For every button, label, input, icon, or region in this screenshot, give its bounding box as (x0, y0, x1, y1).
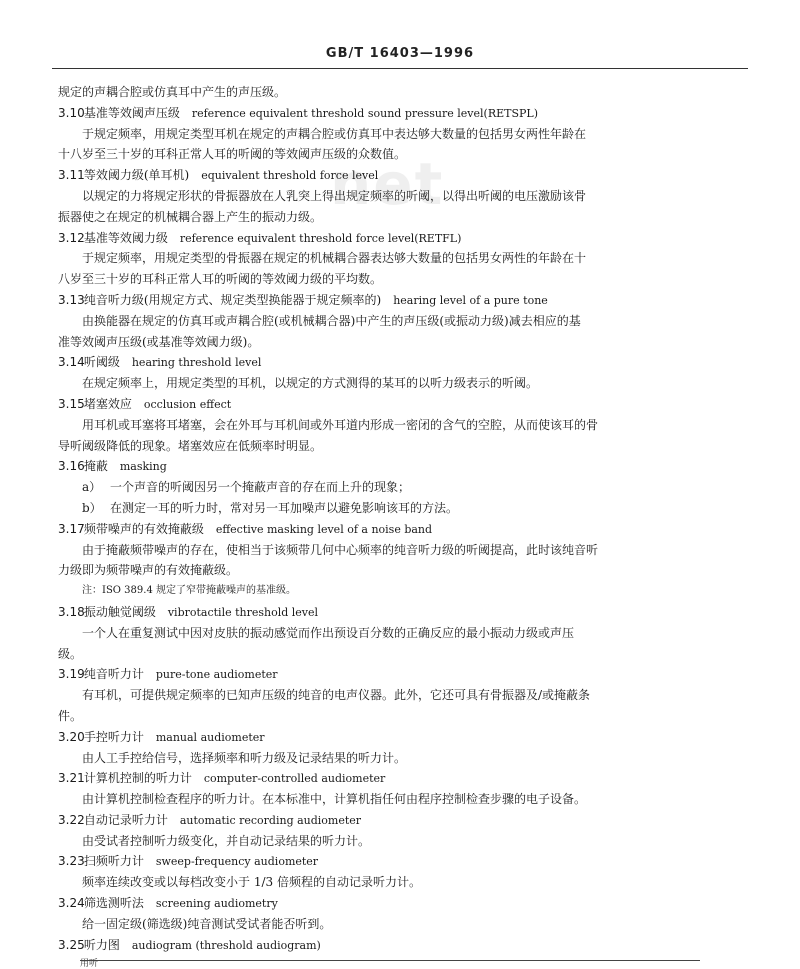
term-heading (58, 519, 748, 540)
term-chinese: 基准等效阈声压级 (83, 105, 180, 120)
body-text-line: 一个人在重复测试中因对皮肤的振动感觉而作出预设百分数的正确反应的最小振动力级或声压 (82, 625, 575, 640)
clause-number: 3.11 (58, 168, 85, 183)
term-heading (58, 228, 748, 249)
body-text-line: 用耳机或耳塞将耳堵塞，会在外耳与耳机间或外耳道内形成一密闭的含气的空腔，从而使该耳的骨 (82, 417, 599, 432)
body-text-line: 给一固定级(筛选级)纯音测试受试者能否听到。 (82, 916, 332, 931)
body-text-line: 于规定频率，用规定类型耳机在规定的声耦合腔或仿真耳中表达够大数量的包括男女两性年龄在 (82, 126, 587, 141)
clause-number: 3.16 (58, 459, 85, 474)
body-text-line: 由计算机控制检查程序的听力计。在本标准中，计算机指任何由程序控制检查步骤的电子设备。 (82, 792, 587, 807)
clause-number: 3.20 (58, 729, 85, 744)
term-english: manual audiometer (155, 730, 265, 744)
term-heading (58, 664, 748, 685)
term-english: occlusion effect (143, 397, 232, 411)
term-english: reference equivalent threshold sound pressure level(RETSPL) (191, 106, 539, 120)
list-item (58, 498, 748, 519)
bottom-divider (80, 960, 700, 961)
standard-code-header: GB/T 16403—1996 (325, 46, 475, 61)
body-text-line: 在规定频率上，用规定类型的耳机，以规定的方式测得的某耳的以听力级表示的听阈。 (82, 376, 539, 391)
term-english: computer-controlled audiometer (203, 772, 386, 786)
term-chinese: 计算机控制的听力计 (83, 771, 192, 786)
term-chinese: 筛选测听法 (83, 896, 144, 911)
body-text-line: 振器使之在规定的机械耦合器上产生的振动力级。 (58, 209, 323, 224)
body-text-line: 八岁至三十岁的耳科正常人耳的听阈的等效阈力级的平均数。 (58, 272, 383, 287)
body-text-line: 规定的声耦合腔或仿真耳中产生的声压级。 (58, 85, 287, 99)
cut-off-text-fragment: 用听 (80, 959, 99, 969)
term-chinese: 掩蔽 (83, 459, 108, 474)
clause-number: 3.14 (58, 355, 85, 370)
list-item (58, 477, 748, 498)
term-chinese: 堵塞效应 (83, 396, 132, 411)
body-text-line: 以规定的力将规定形状的骨振器放在人乳突上得出规定频率的听阈，以得出听阈的电压激励该骨 (82, 188, 587, 203)
term-english: effective masking level of a noise band (215, 522, 433, 536)
term-chinese: 纯音听力计 (83, 667, 144, 682)
clause-number: 3.12 (58, 230, 85, 245)
term-english: automatic recording audiometer (179, 813, 362, 827)
body-text-line: 件。 (58, 708, 83, 723)
body-text-line: 十八岁至三十岁的耳科正常人耳的听阈的等效阈声压级的众数值。 (58, 147, 407, 162)
clause-number: 3.23 (58, 854, 85, 869)
list-marker: b） (82, 500, 102, 515)
body-text-line: 于规定频率，用规定类型的骨振器在规定的机械耦合器表达够大数量的包括男女两性的年龄在十 (82, 251, 587, 266)
term-english: audiogram (threshold audiogram) (131, 938, 321, 952)
list-item-text: 一个声音的听阈因另一个掩蔽声音的存在而上升的现象； (110, 480, 411, 495)
term-heading (58, 165, 748, 186)
clause-number: 3.18 (58, 604, 85, 619)
term-chinese: 扫频听力计 (83, 854, 144, 869)
body-text-line: 导听阈级降低的现象。堵塞效应在低频率时明显。 (58, 438, 323, 453)
clause-number: 3.25 (58, 937, 85, 952)
term-english: equivalent threshold force level (201, 169, 379, 183)
list-marker: a） (82, 480, 102, 495)
clause-number: 3.19 (58, 667, 85, 682)
clause-number: 3.24 (58, 896, 85, 911)
term-chinese: 纯音听力级(用规定方式、规定类型换能器于规定频率的) (83, 292, 382, 307)
term-chinese: 手控听力计 (83, 729, 144, 744)
term-heading (58, 851, 748, 872)
term-heading (58, 727, 748, 748)
term-heading (58, 935, 748, 956)
term-heading (58, 352, 748, 373)
document-body (58, 82, 748, 955)
term-english: screening audiometry (155, 897, 278, 911)
term-chinese: 听力图 (83, 937, 120, 952)
term-heading (58, 103, 748, 124)
term-chinese: 基准等效阈力级 (83, 230, 168, 245)
term-heading (58, 810, 748, 831)
clause-number: 3.21 (58, 771, 85, 786)
term-chinese: 听阈级 (83, 355, 120, 370)
term-heading (58, 602, 748, 623)
term-english: masking (119, 460, 167, 474)
clause-number: 3.13 (58, 292, 85, 307)
term-chinese: 振动触觉阈级 (83, 604, 156, 619)
term-english: hearing level of a pure tone (393, 293, 548, 307)
note-line: 注：ISO 389.4 规定了窄带掩蔽噪声的基准级。 (82, 585, 296, 597)
term-english: vibrotactile threshold level (167, 605, 319, 619)
term-chinese: 频带噪声的有效掩蔽级 (83, 521, 204, 536)
term-english: pure-tone audiometer (155, 668, 278, 682)
body-text-line: 由人工手控给信号，选择频率和听力级及记录结果的听力计。 (82, 750, 407, 765)
clause-number: 3.22 (58, 812, 85, 827)
term-heading (58, 768, 748, 789)
body-text-line: 频率连续改变或以每档改变小于 1/3 倍频程的自动记录听力计。 (82, 875, 421, 890)
list-item-text: 在测定一耳的听力时，常对另一耳加噪声以避免影响该耳的方法。 (110, 500, 459, 515)
body-text-line: 由换能器在规定的仿真耳或声耦合腔(或机械耦合器)中产生的声压级(或振动力级)减去相应的基 (82, 313, 581, 328)
term-english: reference equivalent threshold force level(RETFL) (179, 231, 462, 245)
watermark: net (330, 150, 445, 218)
clause-number: 3.15 (58, 396, 85, 411)
term-heading (58, 456, 748, 477)
body-text-line: 由受试者控制听力级变化，并自动记录结果的听力计。 (82, 833, 371, 848)
term-chinese: 等效阈力级(单耳机) (83, 168, 190, 183)
body-text-line: 由于掩蔽频带噪声的存在，使相当于该频带几何中心频率的纯音听力级的听阈提高，此时该纯音听 (82, 542, 599, 557)
term-english: sweep-frequency audiometer (155, 855, 319, 869)
body-text-line: 级。 (58, 646, 83, 661)
header-divider (52, 68, 748, 69)
body-text-line: 准等效阈声压级(或基准等效阈力级)。 (58, 334, 260, 349)
term-heading (58, 394, 748, 415)
body-text-line: 有耳机，可提供规定频率的已知声压级的纯音的电声仪器。此外，它还可具有骨振器及/或掩蔽条 (82, 688, 591, 703)
term-heading (58, 893, 748, 914)
term-heading (58, 290, 748, 311)
term-english: hearing threshold level (131, 356, 262, 370)
body-text-line: 力级即为频带噪声的有效掩蔽级。 (58, 563, 239, 578)
clause-number: 3.17 (58, 521, 85, 536)
clause-number: 3.10 (58, 105, 85, 120)
term-chinese: 自动记录听力计 (83, 812, 168, 827)
